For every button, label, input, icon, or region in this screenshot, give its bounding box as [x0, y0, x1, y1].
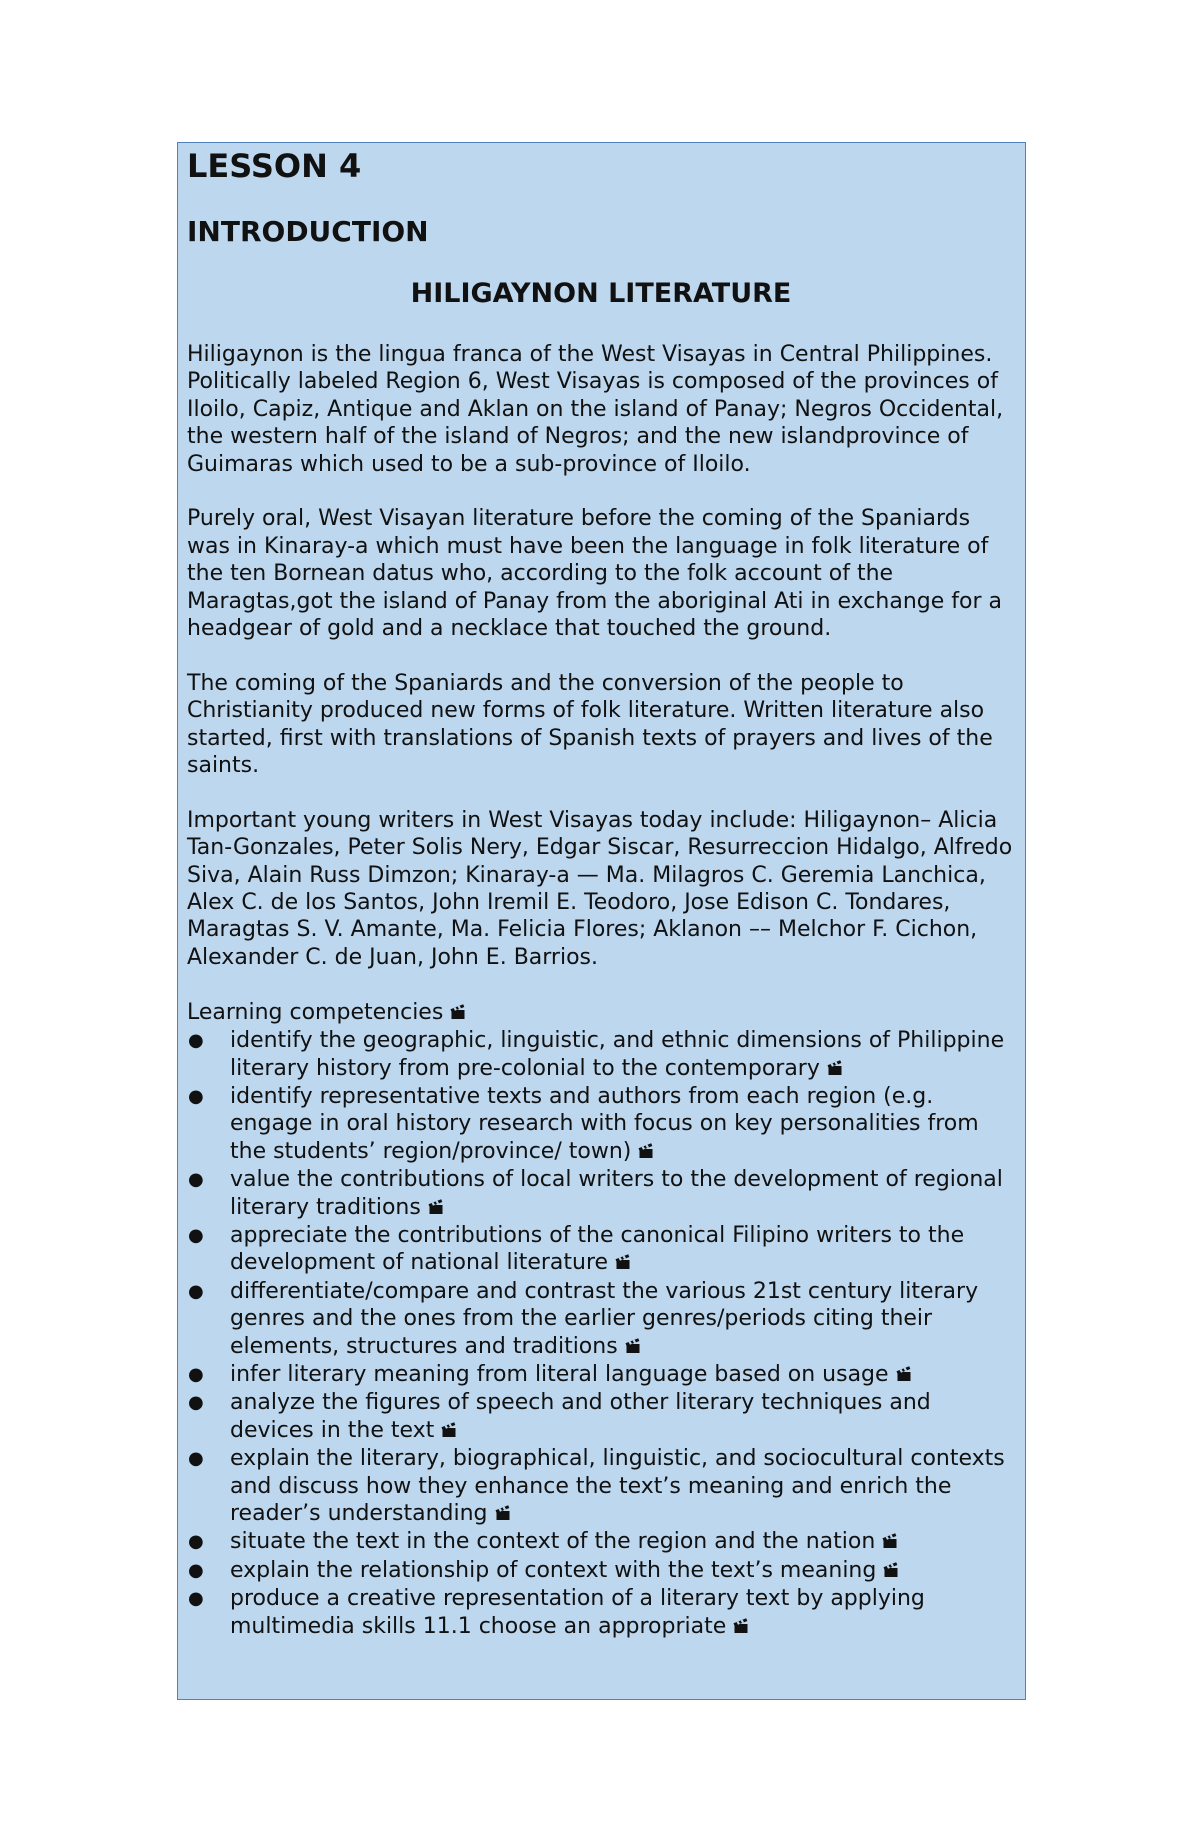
competency-item	[187, 1361, 1015, 1389]
bullet-icon: ●	[188, 1224, 204, 1246]
bullet-icon: ●	[188, 1531, 204, 1553]
bullet-icon: ●	[188, 1588, 204, 1610]
clapperboard-icon	[615, 1250, 632, 1277]
bullet-icon: ●	[188, 1085, 204, 1107]
competencies-list	[187, 1027, 1015, 1641]
competency-text: explain the literary, biographical, linguistic, and sociocultural contexts and discuss how they enhance the text’s meaning and enrich the reader’s understanding	[230, 1446, 1005, 1526]
competency-text: differentiate/compare and contrast the various 21st century literary genres and the ones from the earlier genres/periods citing their elements, structures and traditions	[230, 1278, 979, 1359]
competencies-heading-text: Learning competencies	[187, 999, 444, 1025]
bullet-icon: ●	[188, 1363, 204, 1385]
clapperboard-icon	[428, 1195, 445, 1222]
lesson-document	[177, 142, 1026, 1700]
competency-text: situate the text in the context of the region and the nation	[230, 1529, 876, 1555]
paragraph-intro: Hiligaynon is the lingua franca of the West Visayas in Central Philippines. Politically labeled Region 6, West Visayas is composed of the provinces of Iloilo, Capiz, Antique and Aklan on the island of Panay; Negros Occidental, the western half of the island of Negros; and the new islandprovince of Guimaras which used to be a sub-province of Iloilo.	[187, 342, 1004, 477]
competency-item	[187, 1278, 1015, 1361]
competency-item	[187, 1389, 1015, 1445]
competency-text: identify representative texts and authors from each region (e.g. engage in oral history research with focus on key personalities from the students’ region/province/ town)	[230, 1083, 979, 1164]
clapperboard-icon	[883, 1558, 900, 1585]
competency-item	[187, 1166, 1015, 1222]
clapperboard-icon	[827, 1056, 844, 1083]
competency-item	[187, 1528, 1015, 1556]
bullet-icon: ●	[188, 1392, 204, 1414]
competency-item	[187, 1083, 1015, 1166]
competency-item	[187, 1222, 1015, 1278]
bullet-icon: ●	[188, 1448, 204, 1470]
clapperboard-icon	[882, 1529, 899, 1556]
bullet-icon: ●	[188, 1169, 204, 1191]
competency-text: appreciate the contributions of the canonical Filipino writers to the development of national literature	[230, 1222, 965, 1276]
paragraph-young-writers: Important young writers in West Visayas today include: Hiligaynon– Alicia Tan-Gonzales, Peter Solis Nery, Edgar Siscar, Resurreccion Hidalgo, Alfredo Siva, Alain Russ Dimzon; Kinaray-a — Ma. Milagros C. Geremia Lanchica, Alex C. de los Santos, John Iremil E. Teodoro, Jose Edison C. Tondares, Maragtas S. V. Amante, Ma. Felicia Flores; Aklanon –– Melchor F. Cichon, Alexander C. de Juan, John E. Barrios.	[187, 807, 1013, 970]
bullet-icon: ●	[188, 1030, 204, 1052]
paragraph-spanish-period: The coming of the Spaniards and the conversion of the people to Christianity produced new forms of folk literature. Written literature also started, first with translations of Spanish texts of prayers and lives of the saints.	[187, 670, 993, 779]
clapperboard-icon	[441, 1418, 458, 1445]
competency-item	[187, 1027, 1015, 1083]
clapperboard-icon	[733, 1614, 750, 1641]
competency-text: value the contributions of local writers to the development of regional literary traditions	[230, 1167, 1003, 1220]
competency-text: identify the geographic, linguistic, and ethnic dimensions of Philippine literary history from pre-colonial to the contemporary	[230, 1028, 1005, 1081]
competency-text: infer literary meaning from literal language based on usage	[230, 1361, 889, 1387]
competency-text: explain the relationship of context with the text’s meaning	[230, 1557, 877, 1583]
bullet-icon: ●	[188, 1559, 204, 1581]
clapperboard-icon	[638, 1139, 655, 1166]
document-title: HILIGAYNON LITERATURE	[410, 278, 792, 309]
section-heading: INTRODUCTION	[187, 215, 429, 248]
competency-text: analyze the figures of speech and other literary techniques and devices in the text	[230, 1390, 931, 1443]
clapperboard-icon	[450, 1000, 467, 1027]
competency-item	[187, 1557, 1015, 1585]
competency-item	[187, 1445, 1015, 1528]
clapperboard-icon	[896, 1362, 913, 1389]
competency-item	[187, 1585, 1015, 1641]
competencies-heading	[187, 999, 1015, 1027]
clapperboard-icon	[625, 1334, 642, 1361]
competency-text: produce a creative representation of a literary text by applying multimedia skills 11.1 choose an appropriate	[230, 1586, 925, 1639]
paragraph-oral-literature: Purely oral, West Visayan literature before the coming of the Spaniards was in Kinaray-a which must have been the language in folk literature of the ten Bornean datus who, according to the folk account of the Maragtas,got the island of Panay from the aboriginal Ati in exchange for a headgear of gold and a necklace that touched the ground.	[187, 506, 1002, 642]
clapperboard-icon	[495, 1501, 512, 1528]
bullet-icon: ●	[188, 1280, 204, 1302]
lesson-number: LESSON 4	[187, 147, 362, 185]
